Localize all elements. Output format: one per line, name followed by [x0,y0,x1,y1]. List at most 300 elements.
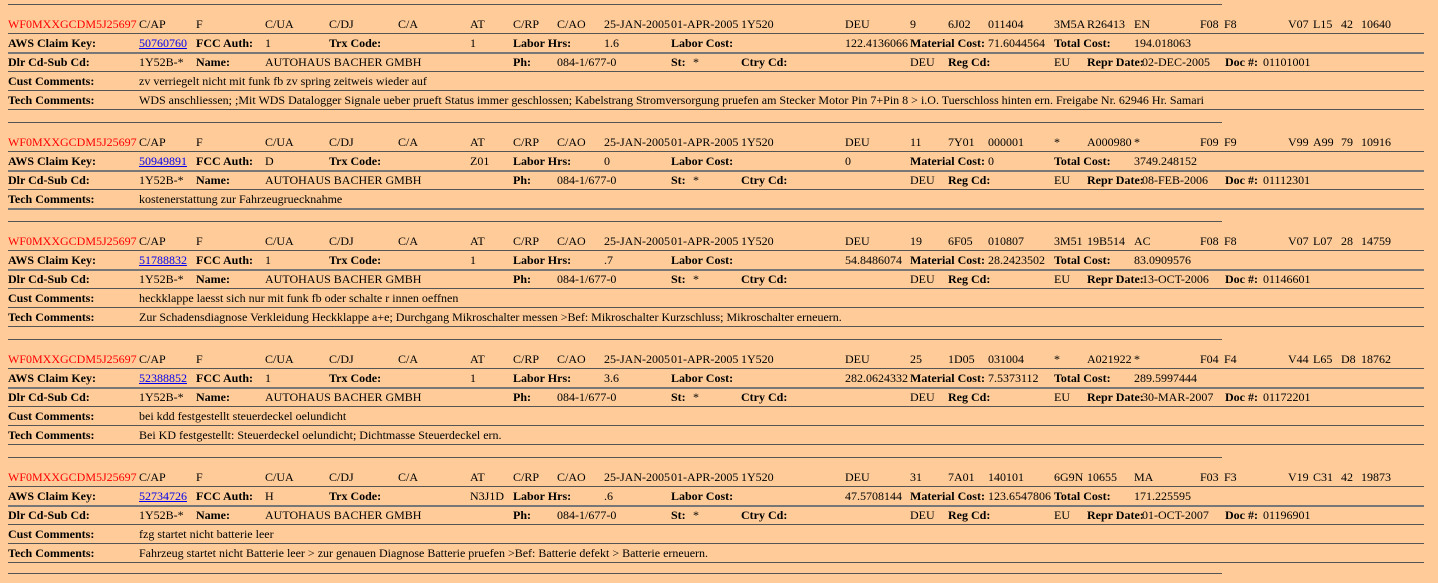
row-divider [8,208,1424,210]
ph-label: Ph: [513,508,531,522]
header-cua: C/UA [265,470,294,484]
name-label: Name: [196,173,230,187]
header-v4: 19873 [1361,470,1391,484]
claim-header-row [0,350,1438,368]
header-part4: 10655 [1087,470,1117,484]
reg-cd-label: Reg Cd: [948,272,991,286]
header-cap: C/AP [139,17,166,31]
header-at: AT [470,135,485,149]
header-v1: V07 [1288,234,1309,248]
tech-comments-label: Tech Comments: [8,93,95,107]
name-value: AUTOHAUS BACHER GMBH [265,272,422,286]
trx-code-value: 1 [470,253,476,267]
trx-code-label: Trx Code: [329,36,382,50]
labor-cost-value: 54.8486074 [845,253,902,267]
claim-cust-comments-row [0,72,1438,90]
header-f2: F8 [1224,17,1237,31]
fcc-auth-label: FCC Auth: [196,489,254,503]
ph-value: 084-1/677-0 [557,390,617,404]
fcc-auth-label: FCC Auth: [196,253,254,267]
header-v4: 14759 [1361,234,1391,248]
header-cao: C/AO [557,135,586,149]
claim-separator [8,4,1222,5]
labor-cost-value: 47.5708144 [845,489,902,503]
list-end [0,571,1438,575]
header-part2: 000001 [988,135,1024,149]
trx-code-value: Z01 [470,154,490,168]
vin-text: WF0MXXGCDM5J25697 [8,17,137,31]
header-part4: 19B514 [1087,234,1126,248]
ctry-cd-value: DEU [910,55,935,69]
doc-no-label: Doc #: [1225,173,1258,187]
claim-record [0,453,1438,571]
header-v1: V19 [1288,470,1309,484]
labor-hrs-value: .6 [604,489,613,503]
header-cao: C/AO [557,470,586,484]
tech-comments-text: Fahrzeug startet nicht Batterie leer > zur genauen Diagnose Batterie pruefen >Bef: Batterie defekt > Batterie erneuern. [139,546,709,560]
header-cap: C/AP [139,352,166,366]
aws-claim-key-label: AWS Claim Key: [8,154,96,168]
header-f: F [196,470,203,484]
trx-code-value: N3J1D [470,489,505,503]
header-part1: 7A01 [948,470,975,484]
claim-separator [8,573,1222,574]
labor-cost-value: 282.0624332 [845,371,908,385]
claim-record [0,0,1438,118]
trx-code-label: Trx Code: [329,489,382,503]
header-v2: L07 [1313,234,1333,248]
ctry-cd-label: Ctry Cd: [741,508,788,522]
header-part5: * [1134,352,1140,366]
reg-cd-value: EU [1054,272,1070,286]
claim-dealer-row [0,506,1438,524]
header-part5: AC [1134,234,1151,248]
header-f: F [196,135,203,149]
name-label: Name: [196,272,230,286]
doc-no-label: Doc #: [1225,272,1258,286]
header-f1: F09 [1200,135,1219,149]
reg-cd-label: Reg Cd: [948,390,991,404]
doc-no-label: Doc #: [1225,390,1258,404]
total-cost-value: 194.018063 [1134,36,1191,50]
labor-hrs-label: Labor Hrs: [513,489,572,503]
ctry-cd-value: DEU [910,173,935,187]
ctry-cd-label: Ctry Cd: [741,173,788,187]
claim-tech-comments-row [0,544,1438,562]
claim-tech-comments-row [0,426,1438,444]
tech-comments-label: Tech Comments: [8,310,95,324]
header-date1: 25-JAN-2005 [604,234,670,248]
total-cost-label: Total Cost: [1054,36,1111,50]
header-cao: C/AO [557,17,586,31]
header-seq: 19 [910,234,922,248]
header-crp: C/RP [513,470,540,484]
dlr-cd-value: 1Y52B-* [139,272,184,286]
cust-comments-label: Cust Comments: [8,74,95,88]
header-cdj: C/DJ [329,352,354,366]
doc-no-label: Doc #: [1225,55,1258,69]
header-crp: C/RP [513,17,540,31]
claim-cust-comments-row [0,525,1438,543]
aws-claim-key-label: AWS Claim Key: [8,253,96,267]
header-crp: C/RP [513,352,540,366]
claim-cust-comments-row [0,289,1438,307]
header-ca: C/A [398,352,419,366]
material-cost-label: Material Cost: [910,489,985,503]
header-date2: 01-APR-2005 [671,17,739,31]
header-part4: A021922 [1087,352,1132,366]
header-f: F [196,352,203,366]
doc-no-value: 01196901 [1263,508,1311,522]
dlr-cd-value: 1Y52B-* [139,390,184,404]
header-f: F [196,234,203,248]
header-country: DEU [845,470,870,484]
aws-claim-key-label: AWS Claim Key: [8,489,96,503]
cust-comments-label: Cust Comments: [8,409,95,423]
st-label: St: [671,272,686,286]
doc-no-label: Doc #: [1225,508,1258,522]
claim-cost-row [0,369,1438,387]
trx-code-value: 1 [470,36,476,50]
repr-date-value: 08-FEB-2006 [1142,173,1208,187]
st-value: * [693,55,699,69]
cust-comments-text: zv verriegelt nicht mit funk fb zv spring zeitweis wieder auf [139,74,427,88]
header-f1: F08 [1200,234,1219,248]
claim-tech-comments-row [0,91,1438,109]
header-ca: C/A [398,234,419,248]
fcc-auth-value: 1 [265,36,271,50]
header-part1: 6F05 [948,234,973,248]
ph-value: 084-1/677-0 [557,173,617,187]
name-label: Name: [196,390,230,404]
header-cao: C/AO [557,352,586,366]
header-at: AT [470,352,485,366]
fcc-auth-label: FCC Auth: [196,154,254,168]
claim-separator [8,221,1222,222]
claim-separator [8,339,1222,340]
claim-separator [8,122,1222,123]
header-date2: 01-APR-2005 [671,234,739,248]
labor-hrs-label: Labor Hrs: [513,253,572,267]
total-cost-value: 3749.248152 [1134,154,1197,168]
dlr-cd-value: 1Y52B-* [139,173,184,187]
doc-no-value: 01146601 [1263,272,1311,286]
ph-value: 084-1/677-0 [557,272,617,286]
header-at: AT [470,470,485,484]
header-crp: C/RP [513,234,540,248]
vin-text: WF0MXXGCDM5J25697 [8,352,137,366]
header-cdj: C/DJ [329,135,354,149]
reg-cd-value: EU [1054,173,1070,187]
total-cost-value: 289.5997444 [1134,371,1197,385]
claim-header-row [0,232,1438,250]
claim-header-row [0,15,1438,33]
header-cap: C/AP [139,470,166,484]
header-f2: F3 [1224,470,1237,484]
labor-hrs-value: 1.6 [604,36,619,50]
vin-text: WF0MXXGCDM5J25697 [8,234,137,248]
header-v3: D8 [1341,352,1356,366]
header-f2: F8 [1224,234,1237,248]
header-cap: C/AP [139,135,166,149]
labor-cost-label: Labor Cost: [671,371,734,385]
header-f1: F08 [1200,17,1219,31]
tech-comments-label: Tech Comments: [8,546,95,560]
total-cost-value: 171.225595 [1134,489,1191,503]
header-country: DEU [845,135,870,149]
header-cdj: C/DJ [329,17,354,31]
claim-dealer-row [0,270,1438,288]
reg-cd-value: EU [1054,55,1070,69]
material-cost-value: 7.5373112 [988,371,1039,385]
header-v4: 10640 [1361,17,1391,31]
doc-no-value: 01112301 [1263,173,1311,187]
dlr-cd-label: Dlr Cd-Sub Cd: [8,173,90,187]
reg-cd-value: EU [1054,390,1070,404]
name-value: AUTOHAUS BACHER GMBH [265,508,422,522]
labor-hrs-label: Labor Hrs: [513,154,572,168]
header-f: F [196,17,203,31]
header-code: 1Y520 [741,470,774,484]
claim-separator [8,457,1222,458]
header-ca: C/A [398,17,419,31]
material-cost-label: Material Cost: [910,371,985,385]
ph-label: Ph: [513,272,531,286]
reg-cd-label: Reg Cd: [948,508,991,522]
header-part5: EN [1134,17,1150,31]
dlr-cd-label: Dlr Cd-Sub Cd: [8,55,90,69]
reg-cd-label: Reg Cd: [948,173,991,187]
header-part2: 031004 [988,352,1024,366]
header-v1: V44 [1288,352,1309,366]
header-part3: * [1054,352,1060,366]
row-divider [8,444,1424,445]
row-divider [8,562,1424,563]
labor-hrs-label: Labor Hrs: [513,371,572,385]
material-cost-label: Material Cost: [910,154,985,168]
header-part4: R26413 [1087,17,1126,31]
header-v3: 42 [1341,470,1353,484]
doc-no-value: 01101001 [1263,55,1311,69]
reg-cd-label: Reg Cd: [948,55,991,69]
repr-date-value: 01-OCT-2007 [1142,508,1209,522]
fcc-auth-label: FCC Auth: [196,371,254,385]
dlr-cd-value: 1Y52B-* [139,508,184,522]
st-label: St: [671,508,686,522]
header-at: AT [470,234,485,248]
header-seq: 9 [910,17,916,31]
claim-dealer-row [0,53,1438,71]
header-ca: C/A [398,135,419,149]
header-part5: * [1134,135,1140,149]
aws-claim-key-link[interactable]: 50949891 [139,154,187,168]
fcc-auth-label: FCC Auth: [196,36,254,50]
total-cost-value: 83.0909576 [1134,253,1191,267]
aws-claim-key-link[interactable]: 52734726 [139,489,187,503]
labor-cost-label: Labor Cost: [671,36,734,50]
material-cost-label: Material Cost: [910,36,985,50]
header-part5: MA [1134,470,1154,484]
header-country: DEU [845,352,870,366]
header-date2: 01-APR-2005 [671,470,739,484]
header-v2: L15 [1313,17,1333,31]
header-f1: F04 [1200,352,1219,366]
header-f2: F4 [1224,352,1237,366]
header-date1: 25-JAN-2005 [604,470,670,484]
header-part4: A000980 [1087,135,1132,149]
st-value: * [693,173,699,187]
header-cap: C/AP [139,234,166,248]
header-cdj: C/DJ [329,234,354,248]
aws-claim-key-link[interactable]: 51788832 [139,253,187,267]
repr-date-label: Repr Date: [1087,55,1144,69]
ph-label: Ph: [513,55,531,69]
labor-hrs-label: Labor Hrs: [513,36,572,50]
claim-header-row [0,133,1438,151]
repr-date-value: 02-DEC-2005 [1142,55,1210,69]
fcc-auth-value: D [265,154,274,168]
header-cua: C/UA [265,135,294,149]
header-seq: 25 [910,352,922,366]
claim-record [0,118,1438,217]
labor-cost-value: 122.4136066 [845,36,908,50]
header-v1: V99 [1288,135,1309,149]
dlr-cd-label: Dlr Cd-Sub Cd: [8,272,90,286]
header-date1: 25-JAN-2005 [604,135,670,149]
header-part2: 011404 [988,17,1024,31]
claim-cust-comments-row [0,407,1438,425]
claim-cost-row [0,34,1438,52]
total-cost-label: Total Cost: [1054,253,1111,267]
vin-text: WF0MXXGCDM5J25697 [8,135,137,149]
claim-header-row [0,468,1438,486]
name-label: Name: [196,508,230,522]
header-crp: C/RP [513,135,540,149]
labor-cost-label: Labor Cost: [671,253,734,267]
header-at: AT [470,17,485,31]
st-value: * [693,272,699,286]
cust-comments-label: Cust Comments: [8,527,95,541]
labor-hrs-value: 3.6 [604,371,619,385]
header-v3: 42 [1341,17,1353,31]
tech-comments-label: Tech Comments: [8,192,95,206]
cust-comments-label: Cust Comments: [8,291,95,305]
header-cua: C/UA [265,234,294,248]
labor-hrs-value: .7 [604,253,613,267]
header-part1: 6J02 [948,17,971,31]
name-label: Name: [196,55,230,69]
header-cao: C/AO [557,234,586,248]
header-v2: L65 [1313,352,1333,366]
header-ca: C/A [398,470,419,484]
header-part2: 010807 [988,234,1024,248]
repr-date-value: 13-OCT-2006 [1142,272,1209,286]
material-cost-value: 123.6547806 [988,489,1051,503]
fcc-auth-value: 1 [265,253,271,267]
cust-comments-text: bei kdd festgestellt steuerdeckel oelundicht [139,409,347,423]
header-code: 1Y520 [741,234,774,248]
aws-claim-key-link[interactable]: 52388852 [139,371,187,385]
header-v2: A99 [1313,135,1334,149]
trx-code-label: Trx Code: [329,253,382,267]
ctry-cd-label: Ctry Cd: [741,55,788,69]
header-v2: C31 [1313,470,1334,484]
header-part2: 140101 [988,470,1024,484]
header-date2: 01-APR-2005 [671,135,739,149]
dlr-cd-label: Dlr Cd-Sub Cd: [8,508,90,522]
tech-comments-text: Bei KD festgestellt: Steuerdeckel oelundicht; Dichtmasse Steuerdeckel ern. [139,428,502,442]
aws-claim-key-link[interactable]: 50760760 [139,36,187,50]
header-country: DEU [845,17,870,31]
tech-comments-text: WDS anschliessen; ;Mit WDS Datalogger Signale ueber prueft Status immer geschlossen; Kabelstrang Stromversorgung pruefen am Stecker Motor Pin 7+Pin 8 > i.O. Tuerschloss hinten ern. Freigabe Nr. 62946 Hr. Samari [139,93,1204,107]
fcc-auth-value: 1 [265,371,271,385]
claim-tech-comments-row [0,190,1438,208]
header-seq: 11 [910,135,922,149]
claim-dealer-row [0,171,1438,189]
tech-comments-text: kostenerstattung zur Fahrzeugruecknahme [139,192,343,206]
labor-cost-label: Labor Cost: [671,489,734,503]
tech-comments-label: Tech Comments: [8,428,95,442]
st-label: St: [671,390,686,404]
material-cost-label: Material Cost: [910,253,985,267]
header-code: 1Y520 [741,352,774,366]
header-code: 1Y520 [741,17,774,31]
header-f2: F9 [1224,135,1237,149]
labor-hrs-value: 0 [604,154,610,168]
ctry-cd-value: DEU [910,272,935,286]
row-divider [8,326,1424,327]
ctry-cd-value: DEU [910,390,935,404]
repr-date-label: Repr Date: [1087,508,1144,522]
header-cua: C/UA [265,352,294,366]
ctry-cd-value: DEU [910,508,935,522]
tech-comments-text: Zur Schadensdiagnose Verkleidung Heckklappe a+e; Durchgang Mikroschalter messen >Bef: Mikroschalter Kurzschluss; Mikroschalter erneuern. [139,310,842,324]
st-label: St: [671,173,686,187]
material-cost-value: 0 [988,154,994,168]
header-seq: 31 [910,470,922,484]
aws-claim-key-label: AWS Claim Key: [8,371,96,385]
header-cdj: C/DJ [329,470,354,484]
cust-comments-text: heckklappe laesst sich nur mit funk fb oder schalte r innen oeffnen [139,291,459,305]
name-value: AUTOHAUS BACHER GMBH [265,55,422,69]
ctry-cd-label: Ctry Cd: [741,390,788,404]
header-part3: 3M51 [1054,234,1083,248]
repr-date-label: Repr Date: [1087,173,1144,187]
claim-tech-comments-row [0,308,1438,326]
header-part3: * [1054,135,1060,149]
material-cost-value: 71.6044564 [988,36,1045,50]
material-cost-value: 28.2423502 [988,253,1045,267]
claim-record [0,217,1438,335]
ph-label: Ph: [513,173,531,187]
total-cost-label: Total Cost: [1054,371,1111,385]
ph-label: Ph: [513,390,531,404]
labor-cost-value: 0 [845,154,851,168]
dlr-cd-label: Dlr Cd-Sub Cd: [8,390,90,404]
reg-cd-value: EU [1054,508,1070,522]
trx-code-label: Trx Code: [329,371,382,385]
name-value: AUTOHAUS BACHER GMBH [265,390,422,404]
header-date1: 25-JAN-2005 [604,17,670,31]
vin-text: WF0MXXGCDM5J25697 [8,470,137,484]
header-v1: V07 [1288,17,1309,31]
header-v4: 10916 [1361,135,1391,149]
header-cua: C/UA [265,17,294,31]
header-v4: 18762 [1361,352,1391,366]
claim-cost-row [0,487,1438,505]
st-value: * [693,390,699,404]
header-part1: 1D05 [948,352,975,366]
